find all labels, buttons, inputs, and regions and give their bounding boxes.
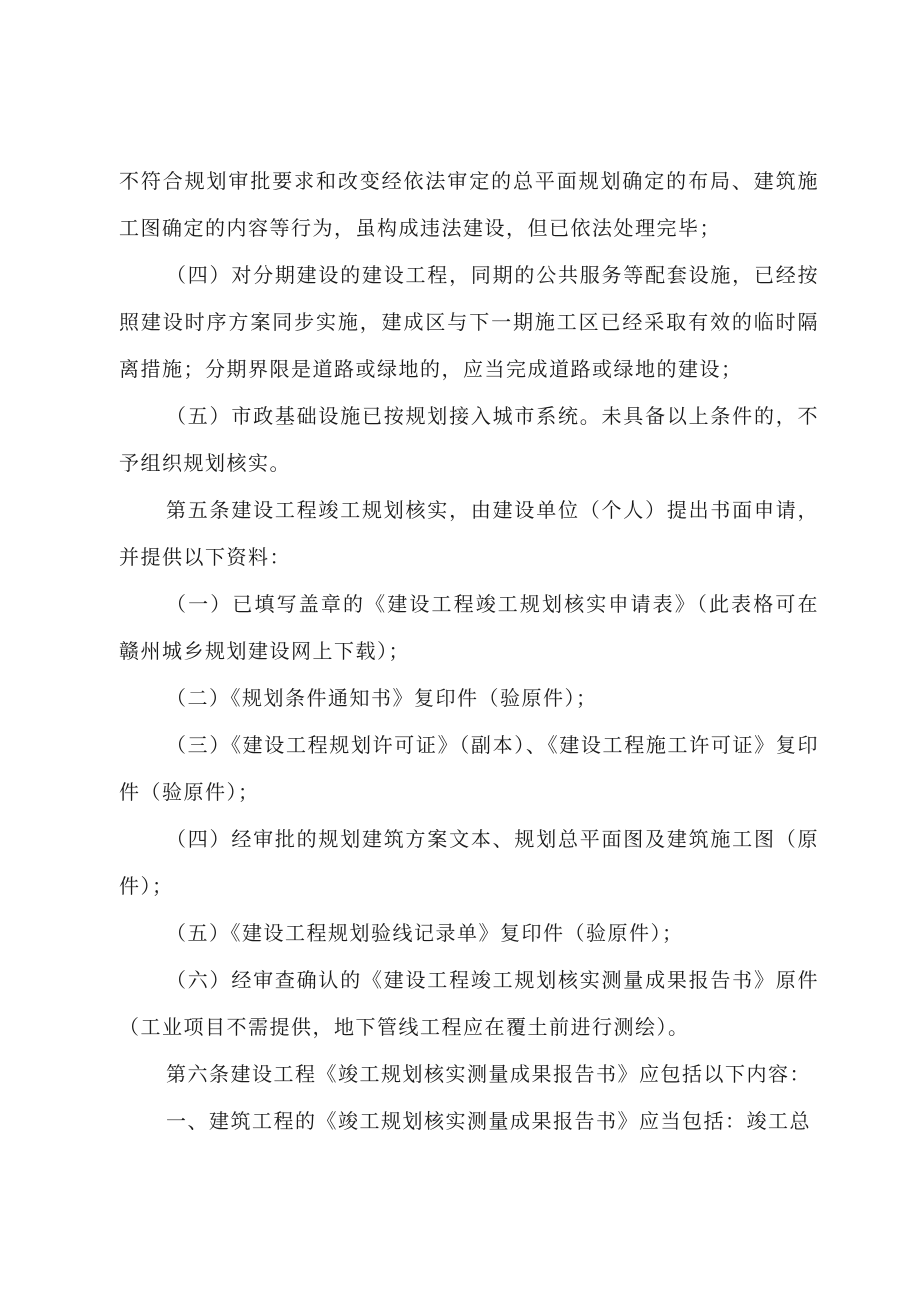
document-body (119, 158, 819, 1145)
paragraph-10: （六）经审查确认的《建设工程竣工规划核实测量成果报告书》原件（工业项目不需提供，地下管线工程应在覆土前进行测绘）。 (119, 968, 819, 1039)
paragraph-9: （五）《建设工程规划验线记录单》复印件（验原件）； (166, 921, 684, 945)
paragraph-1: 不符合规划审批要求和改变经依法审定的总平面规划确定的布局、建筑施工图确定的内容等行为，虽构成违法建设，但已依法处理完毕； (119, 169, 819, 240)
paragraph-3: （五）市政基础设施已按规划接入城市系统。未具备以上条件的，不予组织规划核实。 (119, 404, 819, 475)
paragraph-2: （四）对分期建设的建设工程，同期的公共服务等配套设施，已经按照建设时序方案同步实施，建成区与下一期施工区已经采取有效的临时隔离措施；分期界限是道路或绿地的，应当完成道路或绿地的建设； (119, 263, 819, 381)
paragraph-5: （一）已填写盖章的《建设工程竣工规划核实申请表》（此表格可在赣州城乡规划建设网上下载）； (119, 592, 819, 663)
paragraph-11: 第六条建设工程《竣工规划核实测量成果报告书》应包括以下内容： (166, 1062, 811, 1086)
paragraph-12: 一、建筑工程的《竣工规划核实测量成果报告书》应当包括：竣工总 (166, 1109, 811, 1133)
paragraph-4: 第五条建设工程竣工规划核实，由建设单位（个人）提出书面申请，并提供以下资料： (119, 498, 819, 569)
paragraph-6: （二）《规划条件通知书》复印件（验原件）； (166, 686, 598, 710)
paragraph-7: （三）《建设工程规划许可证》（副本）、《建设工程施工许可证》复印件（验原件）； (119, 733, 819, 804)
paragraph-8: （四）经审批的规划建筑方案文本、规划总平面图及建筑施工图（原件）； (119, 827, 819, 898)
